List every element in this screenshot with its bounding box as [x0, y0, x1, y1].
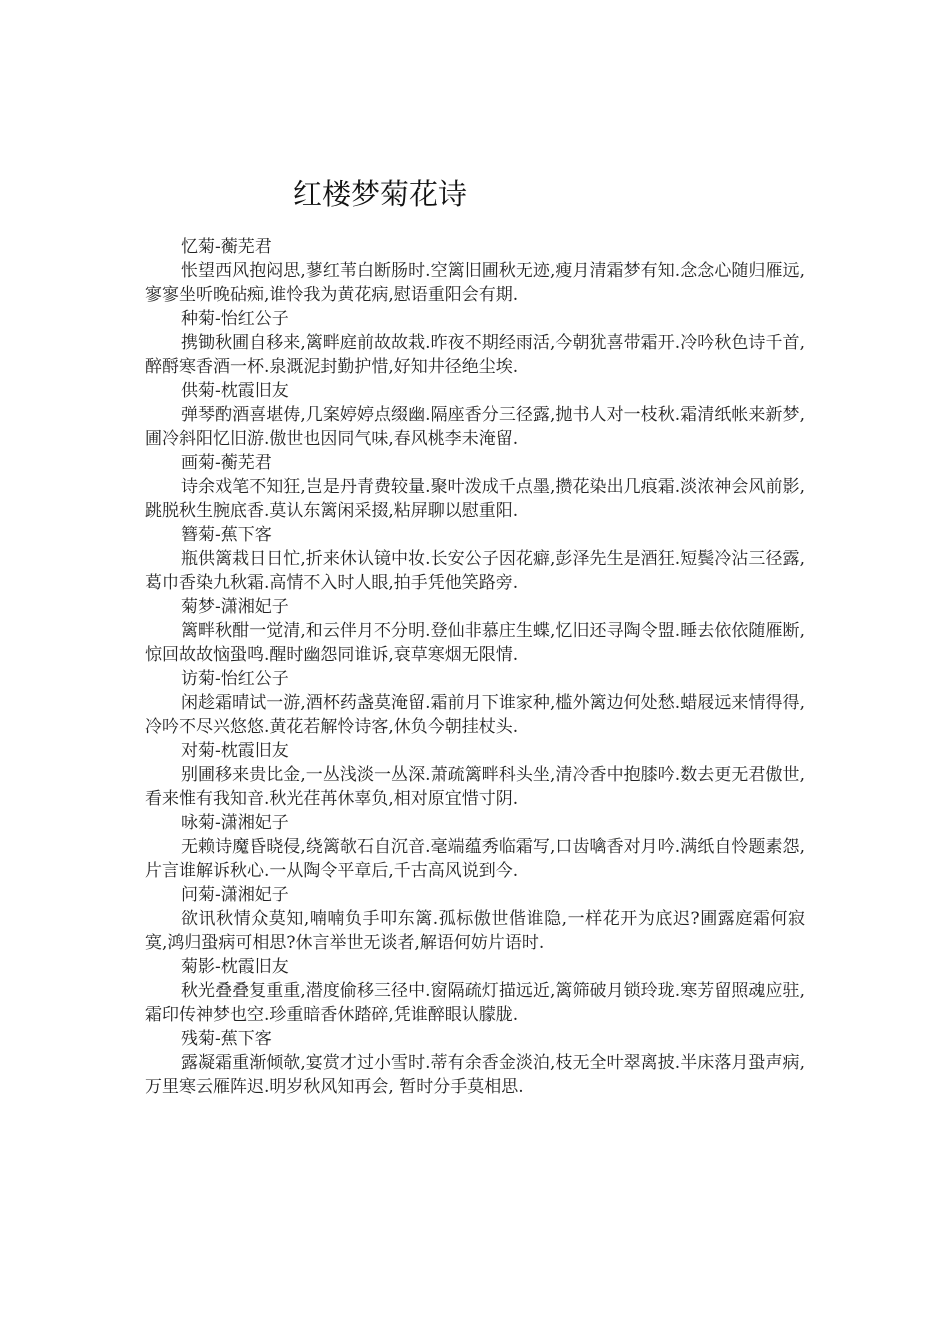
poem-body: 瓶供篱栽日日忙,折来休认镜中妆.长安公子因花癖,彭泽先生是酒狂.短鬓冷沾三径露,葛巾香染九秋霜.高情不入时人眼,拍手凭他笑路旁.	[145, 549, 805, 593]
poem-body: 篱畔秋酣一觉清,和云伴月不分明.登仙非慕庄生蝶,忆旧还寻陶令盟.睡去依依随雁断,惊回故故恼蛩鸣.醒时幽怨同谁诉,衰草寒烟无限情.	[145, 621, 805, 665]
document-title: 红楼梦菊花诗	[293, 177, 468, 211]
poem-title: 问菊-潇湘妃子	[181, 885, 289, 905]
poem-body: 闲趁霜晴试一游,酒杯药盏莫淹留.霜前月下谁家种,槛外篱边何处愁.蜡屐远来情得得,冷吟不尽兴悠悠.黄花若解怜诗客,休负今朝挂杖头.	[145, 693, 805, 737]
poem-body: 欲讯秋情众莫知,喃喃负手叩东篱.孤标傲世偕谁隐,一样花开为底迟?圃露庭霜何寂寞,鸿归蛩病可相思?休言举世无谈者,解语何妨片语时.	[145, 909, 805, 953]
poem-title: 残菊-蕉下客	[181, 1029, 272, 1049]
poem-body: 携锄秋圃自移来,篱畔庭前故故栽.昨夜不期经雨活,今朝犹喜带霜开.冷吟秋色诗千首,醉酹寒香酒一杯.泉溉泥封勤护惜,好知井径绝尘埃.	[145, 333, 805, 377]
poem-title: 种菊-怡红公子	[181, 309, 289, 329]
poem-title: 菊影-枕霞旧友	[181, 957, 289, 977]
poem-body: 别圃移来贵比金,一丛浅淡一丛深.萧疏篱畔科头坐,清冷香中抱膝吟.数去更无君傲世,看来惟有我知音.秋光荏苒休辜负,相对原宜惜寸阴.	[145, 765, 805, 809]
poem-body: 秋光叠叠复重重,潜度偷移三径中.窗隔疏灯描远近,篱筛破月锁玲珑.寒芳留照魂应驻,霜印传神梦也空.珍重暗香休踏碎,凭谁醉眼认朦胧.	[145, 981, 805, 1025]
poem-title: 对菊-枕霞旧友	[181, 741, 289, 761]
poem-title: 访菊-怡红公子	[181, 669, 289, 689]
poem-body: 无赖诗魔昏晓侵,绕篱欹石自沉音.毫端蕴秀临霜写,口齿噙香对月吟.满纸自怜题素怨,片言谁解诉秋心.一从陶令平章后,千古高风说到今.	[145, 837, 805, 881]
poem-body: 诗余戏笔不知狂,岂是丹青费较量.聚叶泼成千点墨,攒花染出几痕霜.淡浓神会风前影,跳脱秋生腕底香.莫认东篱闲采掇,粘屏聊以慰重阳.	[145, 477, 805, 521]
poem-title: 忆菊-蘅芜君	[181, 237, 272, 257]
poem-title: 菊梦-潇湘妃子	[181, 597, 289, 617]
poem-list	[145, 235, 805, 1099]
poem-title: 供菊-枕霞旧友	[181, 381, 289, 401]
poem-body: 露凝霜重渐倾欹,宴赏才过小雪时.蒂有余香金淡泊,枝无全叶翠离披.半床落月蛩声病,万里寒云雁阵迟.明岁秋风知再会, 暂时分手莫相思.	[145, 1053, 805, 1097]
poem-title: 咏菊-潇湘妃子	[181, 813, 289, 833]
poem-body: 怅望西风抱闷思,蓼红苇白断肠时.空篱旧圃秋无迹,瘦月清霜梦有知.念念心随归雁远,寥寥坐听晚砧痴,谁怜我为黄花病,慰语重阳会有期.	[145, 261, 805, 305]
poem-title: 画菊-蘅芜君	[181, 453, 272, 473]
poem-body: 弹琴酌酒喜堪俦,几案婷婷点缀幽.隔座香分三径露,抛书人对一枝秋.霜清纸帐来新梦,圃冷斜阳忆旧游.傲世也因同气味,春风桃李未淹留.	[145, 405, 805, 449]
poem-title: 簪菊-蕉下客	[181, 525, 272, 545]
